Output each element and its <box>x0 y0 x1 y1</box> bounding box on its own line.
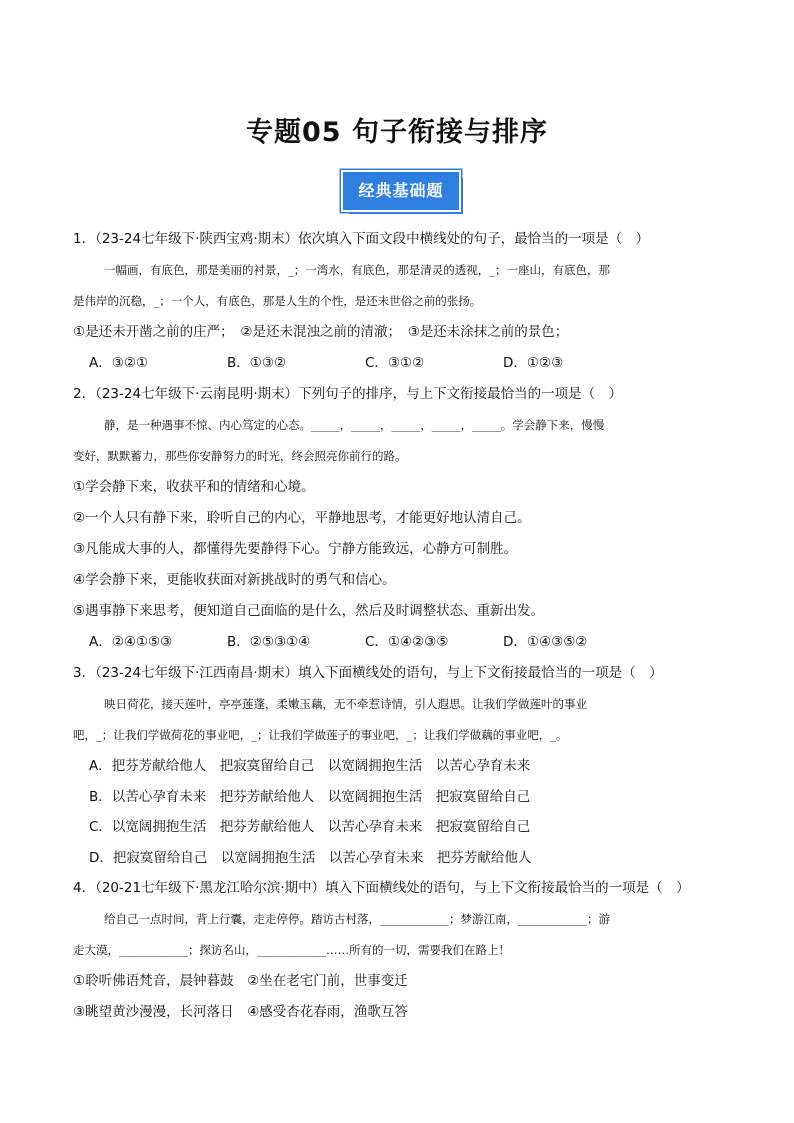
question-3-stem: 3．（23-24七年级下·江西南昌·期末）填入下面横线处的语句，与上下文衔接最恰当的一项是（ ） <box>73 665 663 681</box>
question-1-options <box>73 348 723 379</box>
question-3 <box>73 658 723 873</box>
option-d[interactable]: D．把寂寞留给自己 以宽阔拥抱生活 以苦心孕育未来 把芬芳献给他人 <box>89 849 532 866</box>
option-a[interactable]: A．②④①⑤③ <box>89 634 173 650</box>
question-4-items-row-2: ③眺望黄沙漫漫，长河落日 ④感受杏花春雨，渔歌互答 <box>73 1004 408 1020</box>
question-3-passage-line-1: 映日荷花，接天莲叶，亭亭莲蓬，柔嫩玉藕，无不牵惹诗情，引人遐思。让我们学做莲叶的事业 <box>104 697 587 711</box>
question-2-sentence-3: ③凡能成大事的人，都懂得先要静得下心。宁静方能致远，心静方可制胜。 <box>73 541 518 557</box>
badge-label: 经典基础题 <box>341 170 461 212</box>
option-a[interactable]: A．把芬芳献给他人 把寂寞留给自己 以宽阔拥抱生活 以苦心孕育未来 <box>89 758 531 774</box>
question-4-items-row-1: ①聆听佛语梵音，晨钟暮鼓 ②坐在老宅门前，世事变迁 <box>73 973 408 989</box>
question-1-passage-line-1: 一幅画，有底色，那是美丽的衬景，_；一湾水，有底色，那是清灵的透视，_；一座山，有底色，那 <box>104 263 610 277</box>
question-2-sentence-4: ④学会静下来，更能收获面对新挑战时的勇气和信心。 <box>73 572 396 588</box>
question-2-passage-line-1: 静，是一种遇事不惊、内心笃定的心态。_____，_____，_____，_____，_____。学会静下来，慢慢 <box>104 418 605 432</box>
question-3-passage-line-2: 吧，_；让我们学做荷花的事业吧，_；让我们学做莲子的事业吧，_；让我们学做藕的事业吧，_。 <box>73 728 568 742</box>
question-4 <box>73 873 723 1028</box>
option-a[interactable]: A．③②① <box>89 355 149 371</box>
question-4-passage-line-1: 给自己一点时间，背上行囊，走走停停。踏访古村落，____________；梦游江南，____________；游 <box>104 912 610 926</box>
question-1 <box>73 224 723 379</box>
question-2-options <box>73 627 723 658</box>
question-1-stem: 1．（23-24七年级下·陕西宝鸡·期末）依次填入下面文段中横线处的句子，最恰当的一项是（ ） <box>73 231 650 247</box>
section-badge <box>341 170 467 214</box>
question-1-passage-line-2: 是伟岸的沉稳，_；一个人，有底色，那是人生的个性，是还未世俗之前的张扬。 <box>73 294 482 308</box>
question-2-stem: 2．（23-24七年级下·云南昆明·期末）下列句子的排序，与上下文衔接最恰当的一项是（ ） <box>73 386 623 402</box>
question-2-sentence-5: ⑤遇事静下来思考，便知道自己面临的是什么，然后及时调整状态、重新出发。 <box>73 603 545 619</box>
option-d[interactable]: D．①②③ <box>503 355 564 371</box>
question-4-stem: 4．（20-21七年级下·黑龙江哈尔滨·期中）填入下面横线处的语句，与上下文衔接最恰当的一项是（ ） <box>73 880 690 896</box>
option-d[interactable]: D．①④③⑤② <box>503 634 588 650</box>
option-b[interactable]: B．②⑤③①④ <box>227 634 311 650</box>
page-title: 专题05 句子衔接与排序 <box>246 117 548 148</box>
question-1-items: ①是还未开凿之前的庄严； ②是还未混浊之前的清澈； ③是还未涂抹之前的景色； <box>73 324 569 340</box>
option-b[interactable]: B．①③② <box>227 355 287 371</box>
question-2-passage-line-2: 变好，默默蓄力，那些你安静努力的时光，终会照亮你前行的路。 <box>73 449 407 463</box>
question-4-passage-line-2: 走大漠，____________；探访名山，____________……所有的一切，需要我们在路上！ <box>73 943 510 957</box>
question-2-sentence-1: ①学会静下来，收获平和的情绪和心境。 <box>73 479 315 495</box>
option-c[interactable]: C．③①② <box>365 355 425 371</box>
question-2 <box>73 379 723 658</box>
option-b[interactable]: B．以苦心孕育未来 把芬芳献给他人 以宽阔拥抱生活 把寂寞留给自己 <box>89 788 531 805</box>
question-list <box>73 224 723 1028</box>
option-c[interactable]: C．以宽阔拥抱生活 把芬芳献给他人 以苦心孕育未来 把寂寞留给自己 <box>89 819 531 835</box>
option-c[interactable]: C．①④②③⑤ <box>365 634 449 650</box>
question-2-sentence-2: ②一个人只有静下来，聆听自己的内心，平静地思考，才能更好地认清自己。 <box>73 510 531 526</box>
